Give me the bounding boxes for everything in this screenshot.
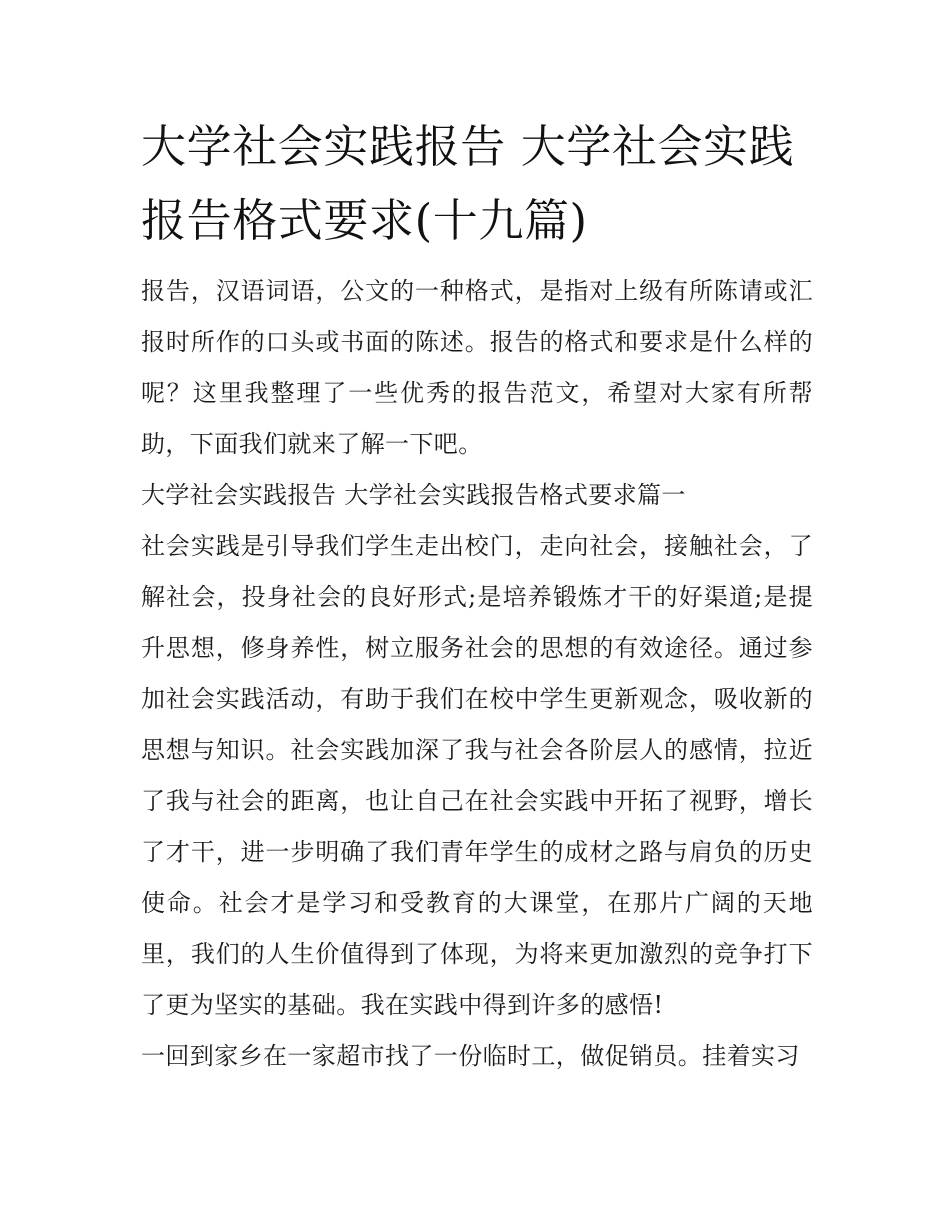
- section-heading: 大学社会实践报告 大学社会实践报告格式要求篇一: [141, 481, 686, 509]
- document-content: [141, 110, 813, 1082]
- body-paragraph-1: 社会实践是引导我们学生走出校门，走向社会，接触社会，了解社会，投身社会的良好形式;是培养锻炼才干的好渠道;是提升思想，修身养性，树立服务社会的思想的有效途径。通过参加社会实践活动，有助于我们在校中学生更新观念，吸收新的思想与知识。社会实践加深了我与社会各阶层人的感情，拉近了我与社会的距离，也让自己在社会实践中开拓了视野，增长了才干，进一步明确了我们青年学生的成材之路与肩负的历史使命。社会才是学习和受教育的大课堂，在那片广阔的天地里，我们的人生价值得到了体现，为将来更加激烈的竞争打下了更为坚实的基础。我在实践中得到许多的感悟!: [141, 532, 813, 1019]
- intro-paragraph: 报告，汉语词语，公文的一种格式，是指对上级有所陈请或汇报时所作的口头或书面的陈述。报告的格式和要求是什么样的呢？这里我整理了一些优秀的报告范文，希望对大家有所帮助，下面我们就来了解一下吧。: [141, 277, 813, 458]
- document-title: 大学社会实践报告 大学社会实践报告格式要求(十九篇): [141, 120, 795, 247]
- body-paragraph-2: 一回到家乡在一家超市找了一份临时工，做促销员。挂着实习: [141, 1042, 800, 1070]
- document-body: [141, 266, 813, 1082]
